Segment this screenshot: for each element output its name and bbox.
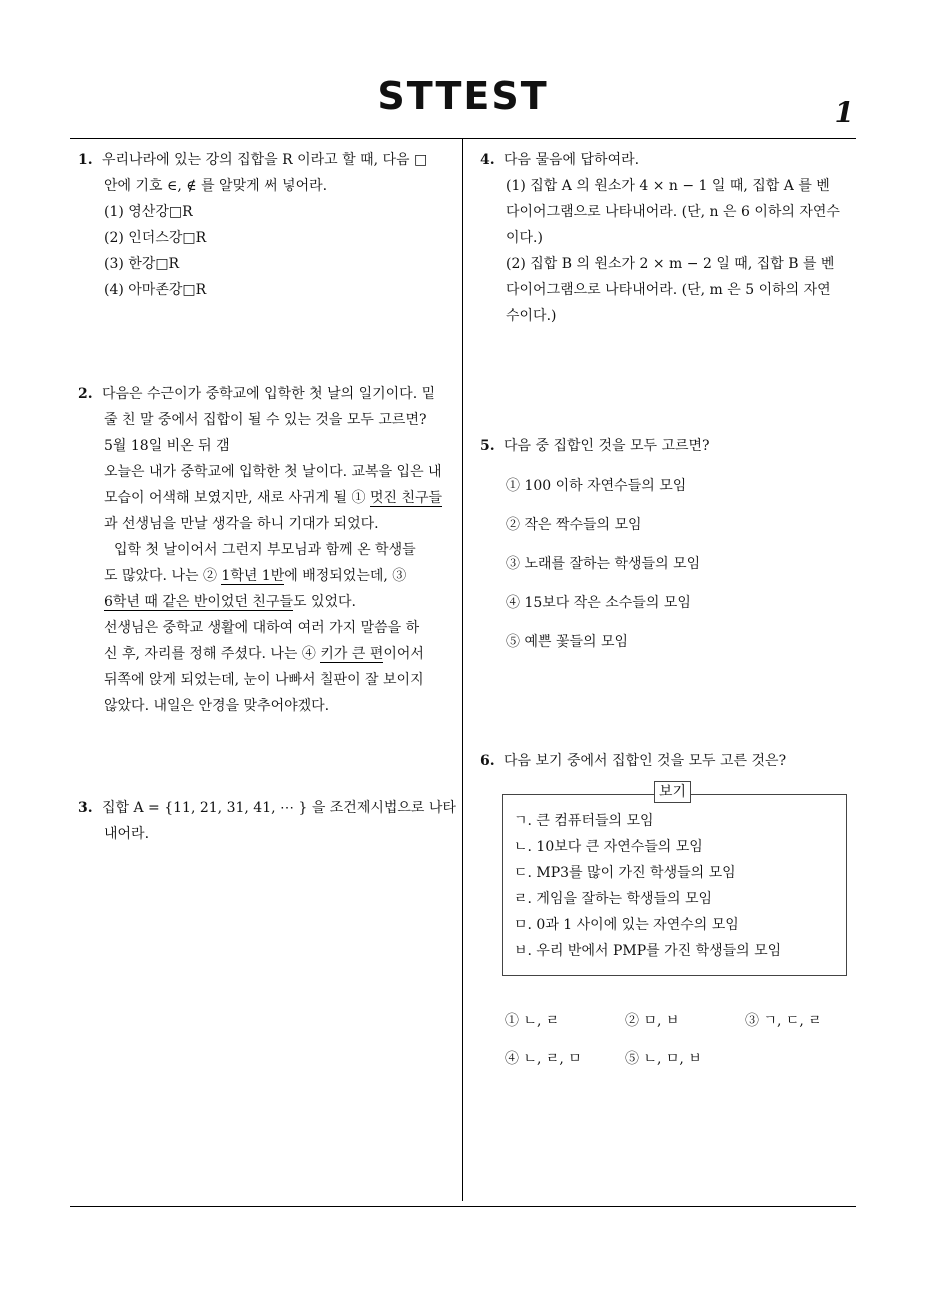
- diary-text: 이어서: [383, 646, 424, 662]
- bogi-item: ㄹ. 게임을 잘하는 학생들의 모임: [514, 891, 713, 907]
- sub-item-line: 다이어그램으로 나타내어라. (단, m 은 5 이하의 자연: [506, 282, 831, 298]
- diary-line: 않았다. 내일은 안경을 맞추어야겠다.: [104, 698, 330, 714]
- bogi-item: ㄱ. 큰 컴퓨터들의 모임: [514, 813, 654, 829]
- question-text: 다음은 수근이가 중학교에 입학한 첫 날의 일기이다. 밑: [102, 386, 436, 402]
- answer-choice[interactable]: ⑤ ㄴ, ㅁ, ㅂ: [625, 1051, 702, 1067]
- question-6: [480, 748, 860, 774]
- diary-line: 오늘은 내가 중학교에 입학한 첫 날이다. 교복을 입은 내: [104, 464, 442, 480]
- sub-item-line: (1) 집합 A 의 원소가 4 × n − 1 일 때, 집합 A 를 벤: [506, 178, 830, 194]
- underlined-phrase: 6학년 때 같은 반이었던 친구들: [104, 594, 293, 610]
- question-text: 우리나라에 있는 강의 집합을 R 이라고 할 때, 다음 □: [102, 152, 428, 168]
- sub-item-line: (2) 집합 B 의 원소가 2 × m − 2 일 때, 집합 B 를 벤: [506, 256, 835, 272]
- answer-option[interactable]: ① 100 이하 자연수들의 모임: [506, 478, 687, 494]
- diary-line: 선생님은 중학교 생활에 대하여 여러 가지 말씀을 하: [104, 620, 420, 636]
- bogi-item: ㅁ. 0과 1 사이에 있는 자연수의 모임: [514, 917, 739, 933]
- question-4: [480, 147, 860, 329]
- question-number: 5.: [480, 438, 495, 454]
- diary-text: 도 있었다.: [293, 594, 356, 610]
- question-5: [480, 433, 860, 668]
- answer-choice[interactable]: ④ ㄴ, ㄹ, ㅁ: [505, 1051, 582, 1067]
- diary-line: [78, 641, 458, 667]
- diary-text: 신 후, 자리를 정해 주셨다. 나는 ④: [104, 646, 321, 662]
- bogi-item: ㄷ. MP3를 많이 가진 학생들의 모임: [514, 865, 736, 881]
- sub-item: (2) 인더스강□R: [104, 230, 207, 246]
- sub-item-line: 수이다.): [506, 308, 557, 324]
- underlined-phrase: 1학년 1반: [221, 568, 285, 584]
- diary-date: 5월 18일 비온 뒤 갬: [104, 438, 230, 454]
- diary-text: 도 많았다. 나는 ②: [104, 568, 222, 584]
- top-rule: [70, 138, 856, 139]
- sub-item: (1) 영산강□R: [104, 204, 193, 220]
- bogi-items: [514, 808, 781, 964]
- answer-option[interactable]: ② 작은 짝수들의 모임: [506, 517, 642, 533]
- diary-text: 모습이 어색해 보였지만, 새로 사귀게 될 ①: [104, 490, 370, 506]
- question-text: 안에 기호 ∈, ∉ 를 알맞게 써 넣어라.: [104, 178, 328, 194]
- question-text: 줄 친 말 중에서 집합이 될 수 있는 것을 모두 고르면?: [104, 412, 427, 428]
- column-divider: [462, 139, 463, 1201]
- question-3: [78, 795, 458, 847]
- answer-options: [480, 473, 860, 655]
- bogi-label: 보기: [654, 781, 691, 803]
- question-text: 다음 보기 중에서 집합인 것을 모두 고른 것은?: [504, 753, 787, 769]
- bogi-item: ㄴ. 10보다 큰 자연수들의 모임: [514, 839, 703, 855]
- diary-text: 에 배정되었는데, ③: [284, 568, 407, 584]
- diary-line: [78, 563, 458, 589]
- underlined-phrase: 키가 큰 편: [320, 646, 384, 662]
- question-number: 6.: [480, 753, 495, 769]
- diary-line: [78, 485, 458, 511]
- question-text: 다음 중 집합인 것을 모두 고르면?: [504, 438, 710, 454]
- sub-item-line: 다이어그램으로 나타내어라. (단, n 은 6 이하의 자연수: [506, 204, 840, 220]
- sub-item: (4) 아마존강□R: [104, 282, 207, 298]
- answer-choice[interactable]: ② ㅁ, ㅂ: [625, 1013, 680, 1029]
- page-title: STTEST: [377, 74, 549, 118]
- question-text: 다음 물음에 답하여라.: [504, 152, 640, 168]
- question-2: [78, 381, 458, 719]
- question-number: 4.: [480, 152, 495, 168]
- diary-line: [78, 589, 458, 615]
- underlined-phrase: 멋진 친구들: [370, 490, 443, 506]
- diary-line: 과 선생님을 만날 생각을 하니 기대가 되었다.: [104, 516, 379, 532]
- answer-choice[interactable]: ③ ㄱ, ㄷ, ㄹ: [745, 1013, 822, 1029]
- answer-option[interactable]: ④ 15보다 작은 소수들의 모임: [506, 595, 691, 611]
- diary-line: 입학 첫 날이어서 그런지 부모님과 함께 온 학생들: [114, 542, 416, 558]
- question-number: 3.: [78, 800, 93, 816]
- page-number: 1: [834, 96, 854, 129]
- bogi-item: ㅂ. 우리 반에서 PMP를 가진 학생들의 모임: [514, 943, 782, 959]
- question-1: [78, 147, 458, 303]
- question-text: 내어라.: [104, 826, 150, 842]
- question-number: 2.: [78, 386, 93, 402]
- answer-option[interactable]: ⑤ 예쁜 꽃들의 모임: [506, 634, 629, 650]
- diary-line: 뒤쪽에 앉게 되었는데, 눈이 나빠서 칠판이 잘 보이지: [104, 672, 424, 688]
- answer-option[interactable]: ③ 노래를 잘하는 학생들의 모임: [506, 556, 701, 572]
- sub-item: (3) 한강□R: [104, 256, 180, 272]
- question-text: 집합 A = {11, 21, 31, 41, ⋯ } 을 조건제시법으로 나타: [102, 800, 456, 816]
- sub-item-line: 이다.): [506, 230, 543, 246]
- bottom-rule: [70, 1206, 856, 1207]
- question-number: 1.: [78, 152, 93, 168]
- answer-choice[interactable]: ① ㄴ, ㄹ: [505, 1013, 560, 1029]
